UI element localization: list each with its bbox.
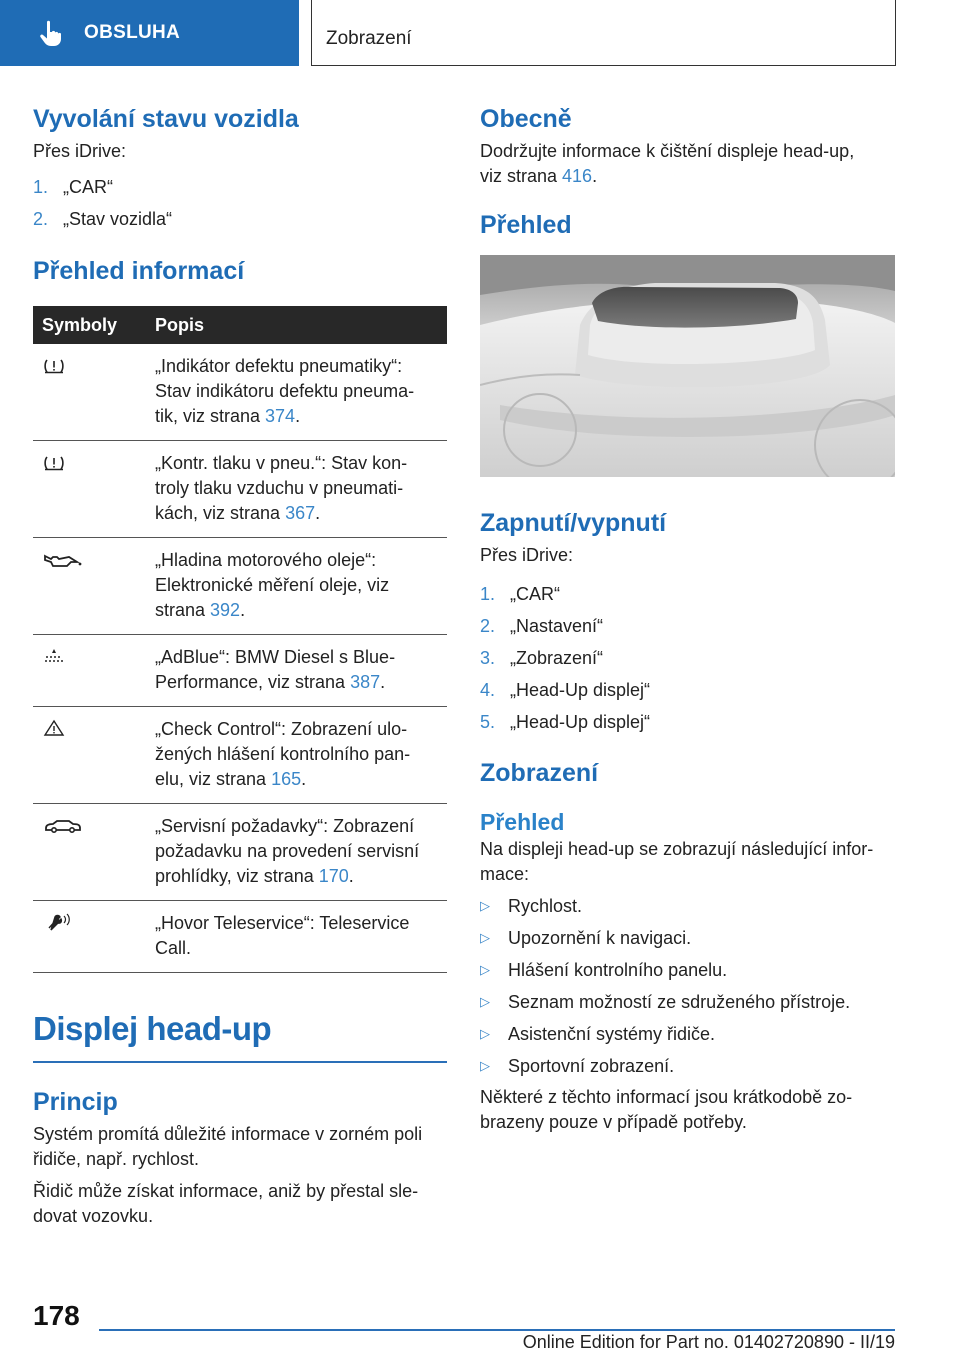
page-link-367[interactable]: 367 <box>285 503 316 523</box>
list-item: ▷ Rychlost. <box>480 890 896 922</box>
step-number: 1. <box>480 584 496 604</box>
page-link-374[interactable]: 374 <box>265 406 296 426</box>
col-header-symbols: Symboly <box>33 306 155 344</box>
general-heading: Obecně <box>480 105 572 133</box>
onoff-step-2 <box>480 610 896 642</box>
right-column <box>480 100 896 1135</box>
display-intro: Na displeji head-up se zobrazují následující infor- mace: <box>480 839 874 884</box>
table-row <box>33 707 447 804</box>
display-heading: Zobrazení <box>480 759 599 787</box>
list-item: ▷ Sportovní zobrazení. <box>480 1050 896 1082</box>
step-number: 5. <box>480 712 496 732</box>
triangle-bullet-icon: ▷ <box>480 1058 490 1073</box>
step-text: „Head-Up displej“ <box>510 680 651 700</box>
step-text: „CAR“ <box>510 584 560 604</box>
info-overview-heading: Přehled informací <box>33 257 245 285</box>
step-text: „Nastavení“ <box>510 616 604 636</box>
step-text: „Zobrazení“ <box>510 648 604 668</box>
triangle-bullet-icon: ▷ <box>480 1026 490 1041</box>
general-text: Dodržujte informace k čištění displeje head-up, viz strana 416. <box>480 141 855 186</box>
list-item: ▷ Hlášení kontrolního panelu. <box>480 954 896 986</box>
page-link-392[interactable]: 392 <box>210 600 241 620</box>
footer-rule <box>99 1329 895 1331</box>
recall-status-heading: Vyvolání stavu vozidla <box>33 105 299 133</box>
display-bullets-list <box>480 890 896 1082</box>
recall-step-1 <box>33 171 447 203</box>
list-item: ▷ Upozornění k navigaci. <box>480 922 896 954</box>
oil-can-icon <box>43 550 155 575</box>
step-text: „CAR“ <box>63 177 113 197</box>
step-number: 1. <box>33 177 49 197</box>
chapter-title: Zobrazení <box>326 28 412 49</box>
page-footer <box>33 1290 895 1350</box>
hud-photo <box>480 255 896 477</box>
table-row <box>33 441 447 538</box>
onoff-step-3 <box>480 642 896 674</box>
section-label: OBSLUHA <box>84 22 181 43</box>
left-column <box>33 100 447 1229</box>
page-link-387[interactable]: 387 <box>350 672 381 692</box>
principle-heading: Princip <box>33 1088 118 1116</box>
list-item: ▷ Asistenční systémy řidiče. <box>480 1018 896 1050</box>
table-row <box>33 635 447 707</box>
service-car-icon <box>43 816 155 841</box>
table-row <box>33 804 447 901</box>
symbol-description: „Hladina motorového oleje“: Elektronické měření oleje, viz strana 392. <box>155 538 447 635</box>
warning-triangle-icon <box>43 719 155 744</box>
triangle-bullet-icon: ▷ <box>480 898 490 913</box>
tire-pressure-warning-icon <box>43 356 155 381</box>
display-outro: Některé z těchto informací jsou krátkodobě zo- brazeny pouze v případě potřeby. <box>480 1087 853 1132</box>
triangle-bullet-icon: ▷ <box>480 994 490 1009</box>
page-link-170[interactable]: 170 <box>318 866 349 886</box>
symbols-table <box>33 306 447 973</box>
list-item: ▷ Seznam možností ze sdruženého přístroje. <box>480 986 896 1018</box>
chapter-header <box>311 0 896 66</box>
hud-heading-rule <box>33 1061 447 1063</box>
symbol-description: „Indikátor defektu pneumatiky“: Stav indikátoru defektu pneuma- tik, viz strana 374. <box>155 344 447 441</box>
step-text: „Head-Up displej“ <box>510 712 651 732</box>
edition-note: Online Edition for Part no. 01402720890 - II/19 <box>522 1332 895 1352</box>
recall-step-2 <box>33 203 447 235</box>
display-overview-heading: Přehled <box>480 809 565 835</box>
page-number: 178 <box>33 1300 80 1331</box>
recall-intro: Přes iDrive: <box>33 141 127 161</box>
triangle-bullet-icon: ▷ <box>480 962 490 977</box>
symbol-description: „Servisní požadavky“: Zobrazení požadavku na provedení servisní prohlídky, viz strana 170. <box>155 804 447 901</box>
hand-pointer-icon <box>38 19 64 47</box>
overview-heading: Přehled <box>480 211 572 239</box>
symbol-description: „Kontr. tlaku v pneu.“: Stav kon- troly tlaku vzduchu v pneumati- kách, viz strana 367. <box>155 441 447 538</box>
principle-text-2: Řidič může získat informace, aniž by přestal sle- dovat vozovku. <box>33 1181 419 1226</box>
table-row <box>33 538 447 635</box>
symbol-description: „AdBlue“: BMW Diesel s Blue- Performance, viz strana 387. <box>155 635 447 707</box>
hud-heading: Displej head-up <box>33 1010 272 1047</box>
on-off-heading: Zapnutí/vypnutí <box>480 509 667 537</box>
step-number: 2. <box>33 209 49 229</box>
table-row <box>33 901 447 973</box>
page-link-416[interactable]: 416 <box>562 166 593 186</box>
recall-steps-list <box>33 171 447 235</box>
step-number: 2. <box>480 616 496 636</box>
symbol-description: „Hovor Teleservice“: Teleservice Call. <box>155 901 447 973</box>
onoff-step-1 <box>480 578 896 610</box>
triangle-bullet-icon: ▷ <box>480 930 490 945</box>
on-off-intro: Přes iDrive: <box>480 545 574 565</box>
section-tab-obsluha[interactable] <box>0 0 299 66</box>
col-header-description: Popis <box>155 306 447 344</box>
page-link-165[interactable]: 165 <box>271 769 302 789</box>
step-text: „Stav vozidla“ <box>63 209 173 229</box>
table-row <box>33 344 447 441</box>
on-off-steps-list <box>480 578 896 738</box>
tire-pressure-control-icon <box>43 453 155 478</box>
adblue-icon <box>43 647 155 672</box>
onoff-step-5 <box>480 706 896 738</box>
onoff-step-4 <box>480 674 896 706</box>
teleservice-wrench-icon <box>43 913 155 938</box>
head-up-display-photo <box>480 255 895 477</box>
principle-text-1: Systém promítá důležité informace v zorném poli řidiče, např. rychlost. <box>33 1124 423 1169</box>
step-number: 4. <box>480 680 496 700</box>
symbol-description: „Check Control“: Zobrazení ulo- žených hlášení kontrolního pan- elu, viz strana 165. <box>155 707 447 804</box>
step-number: 3. <box>480 648 496 668</box>
